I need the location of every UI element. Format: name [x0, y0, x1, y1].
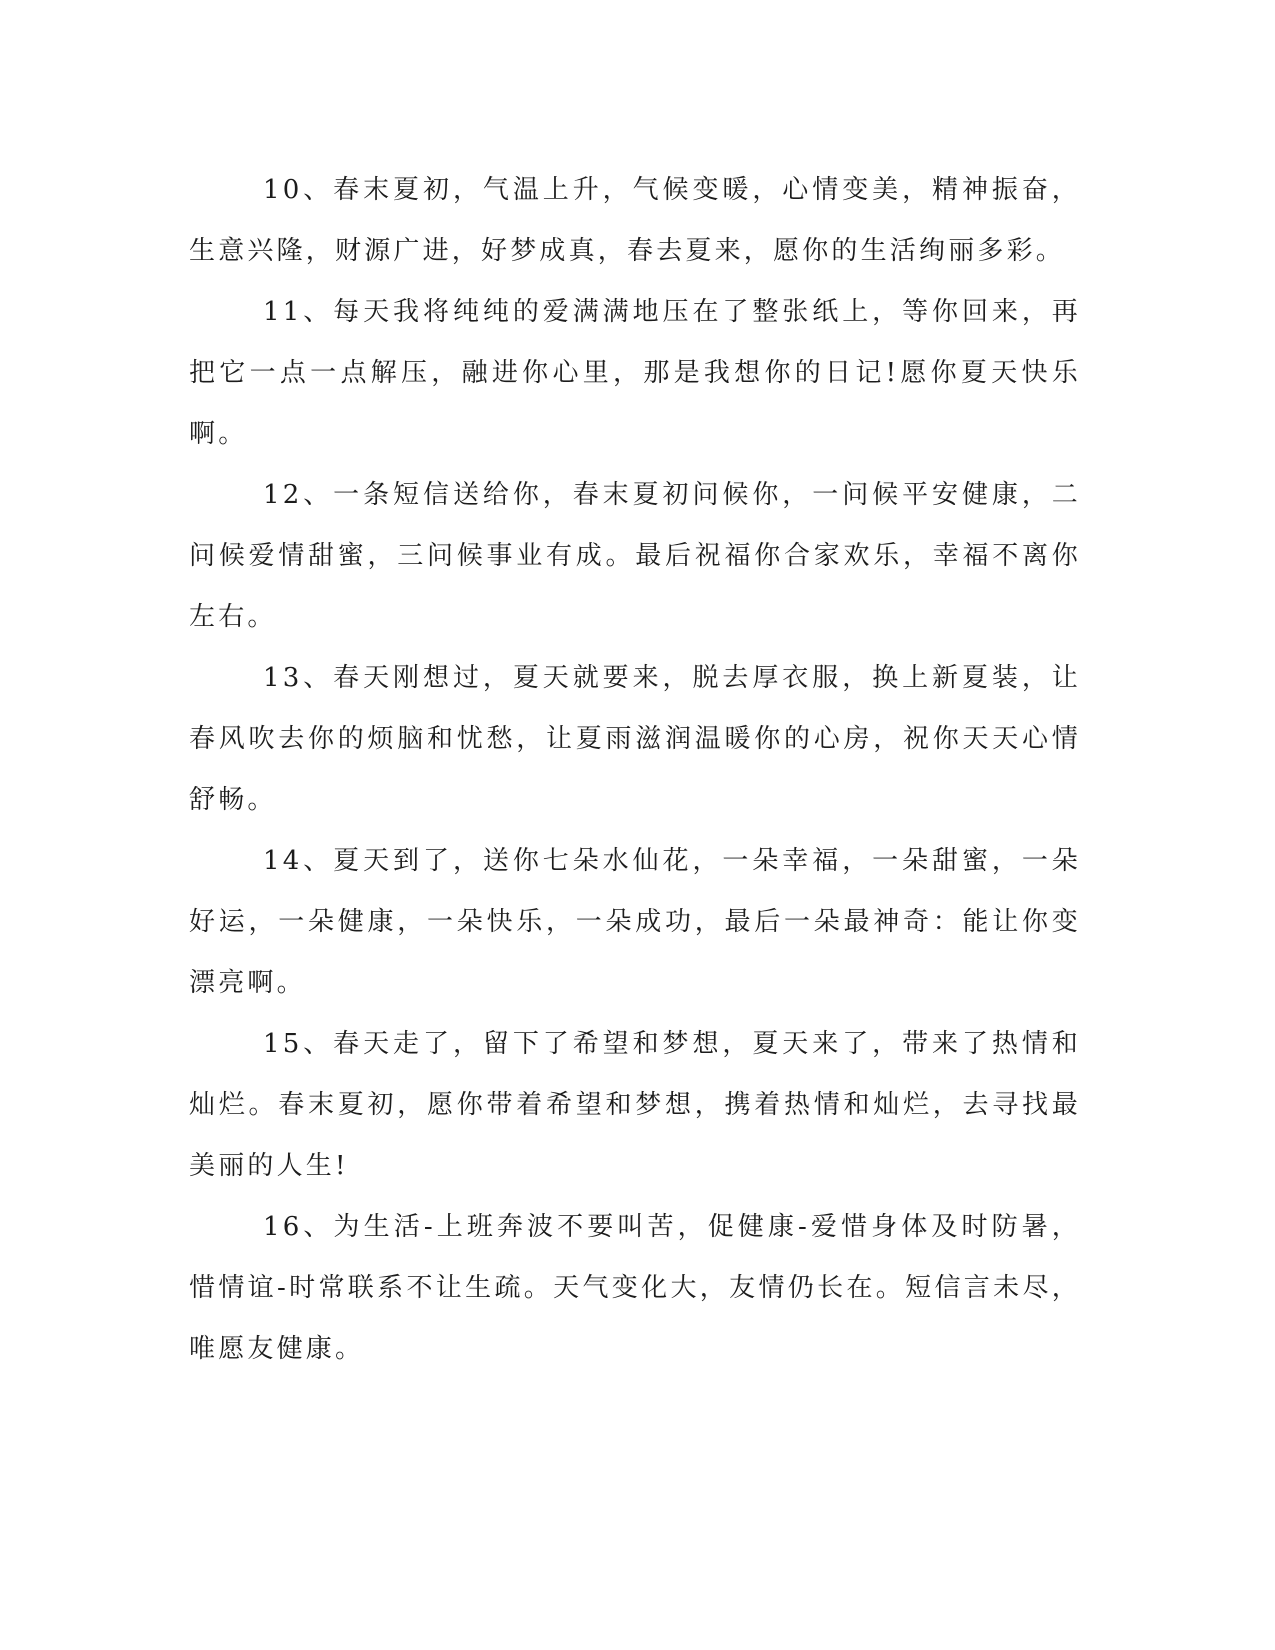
paragraph-16: 16、为生活-上班奔波不要叫苦，促健康-爱惜身体及时防暑，惜情谊-时常联系不让生疏。天气变化大，友情仍长在。短信言未尽，唯愿友健康。 — [189, 1212, 1081, 1364]
paragraph-10: 10、春末夏初，气温上升，气候变暖，心情变美，精神振奋，生意兴隆，财源广进，好梦成真，春去夏来，愿你的生活绚丽多彩。 — [189, 175, 1081, 266]
paragraph-13: 13、春天刚想过，夏天就要来，脱去厚衣服，换上新夏装，让春风吹去你的烦脑和忧愁，让夏雨滋润温暖你的心房，祝你天天心情舒畅。 — [189, 663, 1081, 815]
paragraph-15: 15、春天走了，留下了希望和梦想，夏天来了，带来了热情和灿烂。春末夏初，愿你带着希望和梦想，携着热情和灿烂，去寻找最美丽的人生! — [189, 1029, 1081, 1181]
document-body — [189, 160, 1081, 1380]
paragraph-14: 14、夏天到了，送你七朵水仙花，一朵幸福，一朵甜蜜，一朵好运，一朵健康，一朵快乐，一朵成功，最后一朵最神奇：能让你变漂亮啊。 — [189, 846, 1081, 998]
paragraph-12: 12、一条短信送给你，春末夏初问候你，一问候平安健康，二问候爱情甜蜜，三问候事业有成。最后祝福你合家欢乐，幸福不离你左右。 — [189, 480, 1081, 632]
paragraph-11: 11、每天我将纯纯的爱满满地压在了整张纸上，等你回来，再把它一点一点解压，融进你心里，那是我想你的日记!愿你夏天快乐啊。 — [189, 297, 1081, 449]
